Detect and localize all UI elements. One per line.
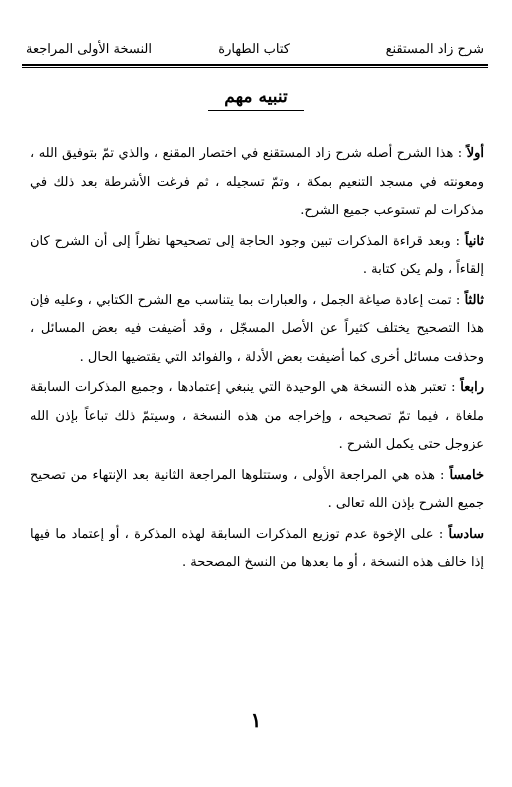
header-rule-thin bbox=[22, 67, 488, 68]
paragraph-text: : هذه هي المراجعة الأولى ، وستتلوها المراجعة الثانية بعد الإنتهاء من تصحيح جميع الشرح بإذن الله تعالى . bbox=[30, 467, 484, 511]
paragraph-text: : وبعد قراءة المذكرات تبين وجود الحاجة إلى تصحيحها نظراً إلى أن الشرح كان إلقاءاً ، ولم يكن كتابة . bbox=[30, 233, 484, 277]
paragraph-lead: خامساً bbox=[449, 467, 484, 483]
paragraph-lead: سادساً bbox=[448, 526, 484, 542]
notice-paragraph-1 bbox=[30, 140, 484, 226]
paragraph-lead: أولاً bbox=[466, 146, 484, 161]
notice-paragraph-6 bbox=[30, 521, 484, 578]
paragraph-text: : تمت إعادة صياغة الجمل ، والعبارات بما يتناسب مع الشرح الكتابي ، وعليه فإن هذا التصحيح يختلف كثيراً عن الأصل المسجّل ، وقد أضيفت فيه بعض المسائل ، وحذفت مسائل أخرى كما أضيفت بعض الأدلة ، والفوائد التي يقتضيها الحال . bbox=[30, 292, 484, 365]
notice-paragraph-3 bbox=[30, 287, 484, 373]
header-rule bbox=[22, 64, 488, 66]
page-number: ١ bbox=[250, 708, 262, 732]
notice-body bbox=[30, 140, 484, 580]
notice-paragraph-5 bbox=[30, 462, 484, 519]
paragraph-text: : تعتبر هذه النسخة هي الوحيدة التي ينبغي إعتمادها ، وجميع المذكرات السابقة ملغاة ، فيما تمّ تصحيحه ، وإخراجه من هذه النسخة ، وسيتمّ ذلك تباعاً بإذن الله عزوجل حتى يكمل الشرح . bbox=[30, 380, 484, 452]
page-title: تنبيه مهم bbox=[224, 87, 288, 107]
header-chapter-title: كتاب الطهارة bbox=[218, 42, 290, 57]
notice-paragraph-4 bbox=[30, 374, 484, 460]
paragraph-lead: رابعاً bbox=[460, 380, 484, 395]
header-edition-label: النسخة الأولى المراجعة bbox=[26, 42, 152, 57]
notice-paragraph-2 bbox=[30, 228, 484, 285]
paragraph-lead: ثالثاً bbox=[464, 292, 484, 308]
paragraph-lead: ثانياً bbox=[464, 233, 484, 249]
running-header bbox=[22, 38, 488, 64]
header-book-title: شرح زاد المستقنع bbox=[385, 42, 484, 57]
paragraph-text: : هذا الشرح أصله شرح زاد المستقنع في اختصار المقنع ، والذي تمّ بتوفيق الله ، ومعونته في مسجد التنعيم بمكة ، وتمّ تسجيله ، ثم فرغت الأشرطة بعد ذلك في مذكرات لم تستوعب جميع الشرح. bbox=[30, 146, 484, 218]
paragraph-text: : على الإخوة عدم توزيع المذكرات السابقة لهذه المذكرة ، أو إعتماد ما فيها إذا خالف هذه النسخة ، أو ما بعدها من النسخ المصححة . bbox=[30, 526, 484, 570]
title-underline bbox=[208, 110, 304, 111]
